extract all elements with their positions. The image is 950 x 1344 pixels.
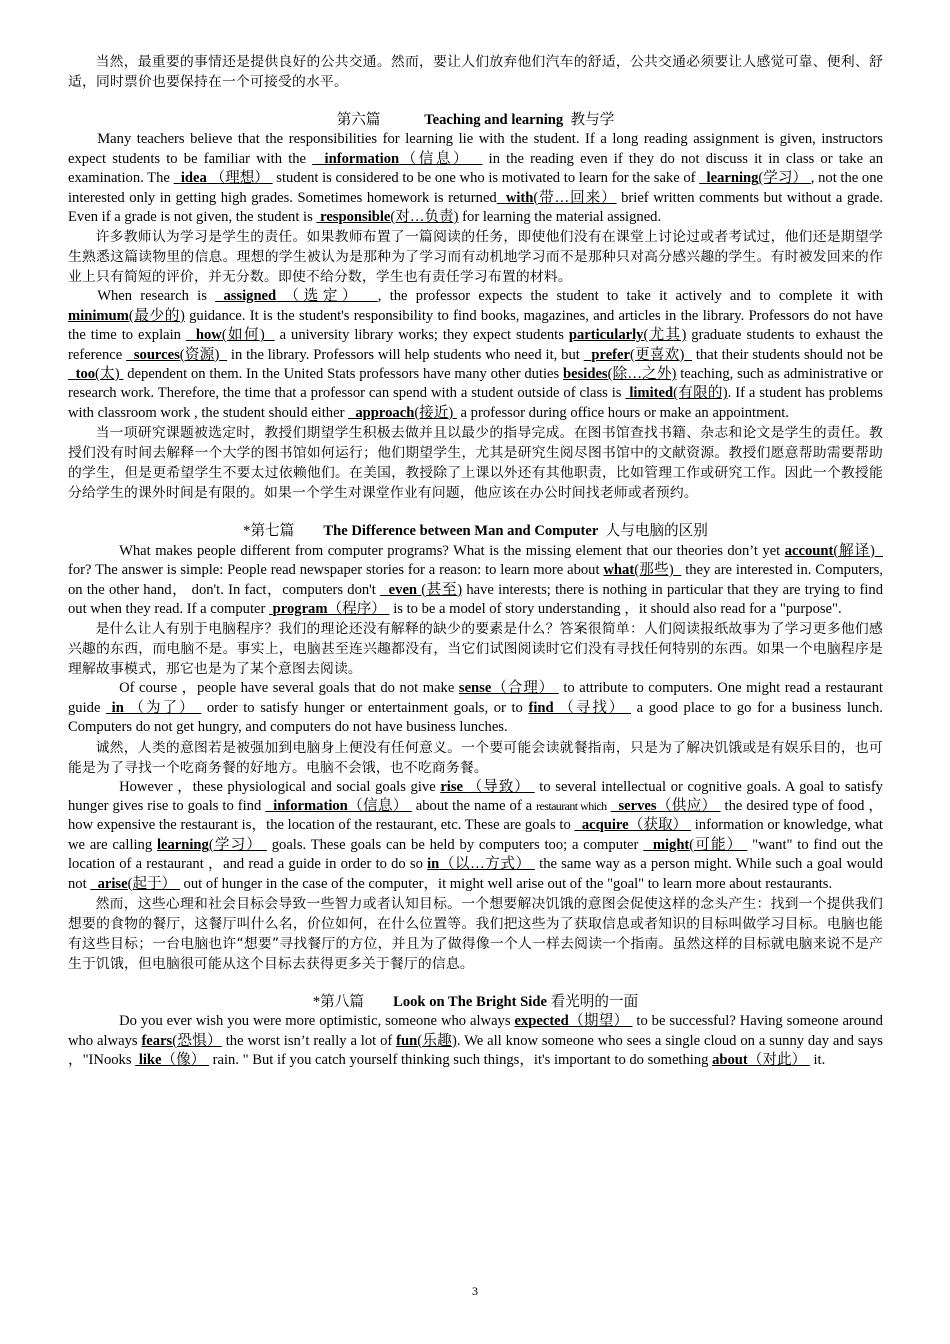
answer-blank: expected（期望） [514, 1013, 629, 1030]
answer-blank: fun(乐趣) [396, 1032, 457, 1049]
paragraph: Of course ，people have several goals that do not make sense（合理） to attribute to computers. One might read a restaurant guide in （为了） order to satisfy hunger or entertainment goals, or to find （寻找） a good place to go for a business lunch. Computers do not get hungry, and computers do not have business lunches. [68, 680, 883, 736]
answer-blank: too(太) [75, 366, 120, 383]
answer-blank: besides(除…之外) [563, 366, 677, 383]
paragraph: Many teachers believe that the responsibilities for learning lie with the student. If a long reading assignment is given, instructors expect students to be familiar with the information（信息） in the reading even if they do not discuss it in class or take an examination. The idea （理想） student is considered to be one who is motivated to learn for the sake of learning(学习） , not the one interested only in getting high grades. Sometimes homework is returned with(带…回来） brief written comments but without a grade. Even if a grade is not given, the student is responsible(对…负责) for learning the material assigned. [68, 131, 884, 226]
answer-blank: assigned （选定） [223, 288, 362, 305]
answer-blank: program（程序） [272, 600, 386, 617]
answer-blank: arise(起于） [97, 875, 177, 892]
answer-blank: with(带…回来） [505, 189, 617, 206]
answer-blank: like（像） [138, 1052, 206, 1069]
answer-blank: in （为了） [111, 699, 196, 716]
answer-blank: how(如何) [195, 327, 265, 344]
answer-blank: learning(学习） [706, 170, 808, 187]
paragraph-zh: 许多教师认为学习是学生的责任。如果教师布置了一篇阅读的任务，即使他们没有在课堂上讨论过或者考试过，他们还是期望学生熟悉这篇读物里的信息。理想的学生被认为是那种为了学习而有动机地学习而不是那种只对高分感兴趣的学生。有时被发回来的作业上只有简短的评价，并无分数。即使不给分数，学生也有责任学习布置的材料。 [68, 229, 883, 286]
page-number: 3 [472, 1284, 478, 1298]
paragraph: When research is assigned （选定） , the professor expects the student to take it actively and to complete it with minimum(最少的) guidance. It is the student's responsibility to find books, magazines, and articles in the library. Professors do not have the time to explain how(如何) a university library works; they expect students particularly(尤其) graduate students to exhaust the reference sources(资源) in the library. Professors will help students who need it, but prefer(更喜欢) that their students should not be too(太) dependent on them. In the United Stats professors have many other duties besides(除…之外) teaching, such as administrative or research work. Therefore, the time that a professor can spend with a student outside of class is limited(有限的). If a student has problems with classroom work , the student should either approach(接近) a professor during office hours or make an appointment. [68, 288, 884, 421]
paragraph-zh: 然而，这些心理和社会目标会导致一些智力或者认知目标。一个想要解决饥饿的意图会促使这样的念头产生：找到一个提供我们想要的食物的餐厅，这餐厅叫什么名，价位如何，在什么位置等。我们把这些为了获取信息或者知识的目标叫做学习目标。电脑也能有这些目标；一台电脑也许“想要”寻找餐厅的方位，并且为了做得像一个人一样去阅读一个指南。虽然这样的目标就电脑来说不是产生于饥饿，但电脑很可能从这个目标去获得更多关于餐厅的信息。 [68, 895, 883, 972]
answer-blank: even (甚至) [388, 581, 463, 598]
answer-blank: rise （导致） [440, 778, 530, 795]
answer-blank: might(可能） [652, 836, 743, 853]
paragraph-zh: 当一项研究课题被选定时，教授们期望学生积极去做并且以最少的指导完成。在图书馆查找书籍、杂志和论文是学生的责任。教授们没有时间去解释一个大学的图书馆如何运行；他们期望学生，尤其是研究生阅尽图书馆中的文献资源。教授们愿意帮助需要帮助的学生，但是更希望学生不要太过依赖他们。在美国，教授除了上课以外还有其他职责，比如管理工作或研究工作。因此一个教授能分给学生的课外时间是有限的。如果一个学生对课堂作业有问题，他应该在办公时间找老师或者预约。 [68, 425, 883, 502]
answer-blank: responsible(对…负责) [320, 209, 459, 226]
answer-blank: information（信息） [273, 797, 408, 814]
answer-blank: what(那些) [603, 562, 674, 579]
answer-blank: minimum(最少的) [68, 307, 185, 324]
paragraph-zh: 当然，最重要的事情还是提供良好的公共交通。然而，要让人们放弃他们汽车的舒适，公共交通必须要让人感觉可靠、便利、舒适，同时票价也要保持在一个可接受的水平。 [68, 54, 883, 90]
paragraph-zh: 是什么让人有别于电脑程序？我们的理论还没有解释的缺少的要素是什么？答案很简单：人们阅读报纸故事为了学习更多他们感兴趣的东西，而电脑不是。事实上，电脑甚至连兴趣都没有，当它们试图阅读时它们没有寻找任何特别的东西。如果一个电脑程序是理解故事模式，那它也是为了某个意图去阅读。 [68, 621, 883, 678]
section-heading: *第七篇 The Difference between Man and Computer 人与电脑的区别 [243, 523, 708, 540]
answer-blank: particularly(尤其) [568, 327, 687, 344]
section-heading: *第八篇 Look on The Bright Side 看光明的一面 [312, 993, 639, 1010]
answer-blank: sense（合理） [458, 680, 555, 697]
answer-blank: learning(学习） [156, 836, 263, 853]
answer-blank: find （寻找） [528, 699, 626, 716]
paragraph-zh: 诚然，人类的意图若是被强加到电脑身上便没有任何意义。一个要可能会读就餐指南，只是为了解决饥饿或是有娱乐目的，也可能是为了寻找一个吃商务餐的好地方。电脑不会饿，也不吃商务餐。 [68, 739, 883, 776]
section-heading: 第六篇 Teaching and learning 教与学 [336, 112, 615, 128]
paragraph: Do you ever wish you were more optimistic, someone who always expected（期望） to be successful? Having someone around who always fears(恐惧） the worst isn’t really a lot of fun(乐趣). We all know someone who sees a single cloud on a sunny day and says ，"INooks like（像） rain. " But if you catch yourself thinking such things，it's important to do something about（对此） it. [68, 1013, 883, 1069]
answer-blank: account(解译) [784, 542, 875, 559]
answer-blank: prefer(更喜欢) [591, 346, 685, 363]
answer-blank: information（信息） [324, 150, 471, 167]
answer-blank: limited(有限的) [629, 385, 728, 402]
answer-blank: serves（供应） [618, 797, 717, 814]
paragraph: However ，these physiological and social goals give rise （导致） to several intellectual or cognitive goals. A goal to satisfy hunger gives rise to goals to find information（信息） about the name of a restaurant which serves（供应） the desired type of food ，how expensive the restaurant is，the location of the restaurant, etc. These are goals to acquire（获取） information or knowledge, what we are calling learning(学习） goals. These goals can be held by computers too; a computer might(可能） "want" to find out the location of a restaurant ，and read a guide in order to do so in（以…方式） the same way as a person might. While such a goal would not arise(起于） out of hunger in the case of the computer，it might well arise out of the "goal" to learn more about restaurants. [68, 778, 883, 892]
answer-blank: in（以…方式） [427, 856, 531, 873]
answer-blank: sources(资源) [133, 346, 220, 363]
paragraph: What makes people different from computer programs? What is the missing element that our theories don’t yet account(解译) for? The answer is simple: People read newspaper stories for a reason: to learn more about what(那些) they are interested in. Computers, on the other hand， don't. In fact，computers don't even (甚至) have interests; there is nothing in particular that they are trying to find out when they read. If a computer program（程序） is to be a model of story understanding ，it should also read for a "purpose". [68, 542, 884, 617]
answer-blank: fears(恐惧） [141, 1032, 222, 1049]
answer-blank: idea （理想） [180, 170, 269, 187]
answer-blank: acquire（获取） [581, 817, 688, 834]
answer-blank: approach(接近) [355, 404, 454, 421]
document-page [68, 52, 883, 1071]
answer-blank: about（对此） [712, 1052, 807, 1069]
